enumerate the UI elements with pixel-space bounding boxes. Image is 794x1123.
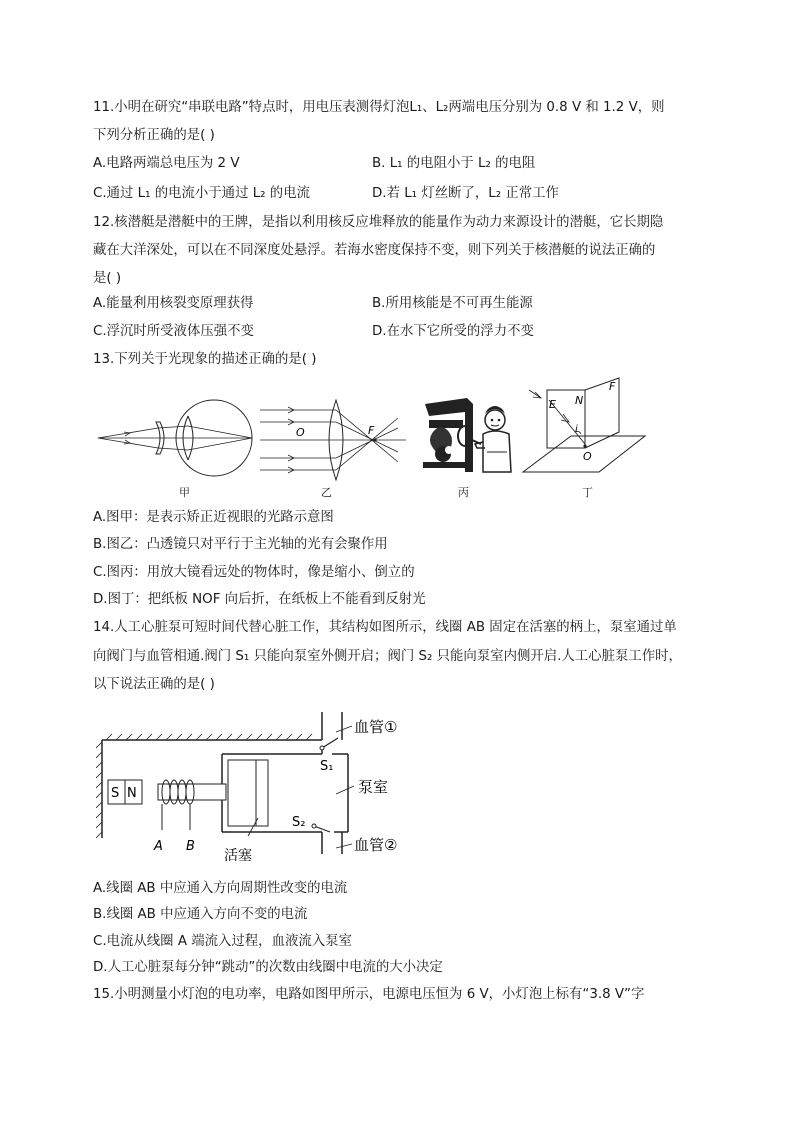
q14-option-d: D.人工心脏泵每分钟“跳动”的次数由线圈中电流的大小决定 (93, 960, 443, 975)
magnet-s-pole-label: S (111, 786, 120, 801)
normal-n-label: N (575, 394, 584, 407)
figure-jia-eye-diagram (96, 398, 256, 480)
q12-stem-line1: 12.核潜艇是潜艇中的王牌，是指以利用核反应堆释放的能量作为动力来源设计的潜艇，它长期隐 (93, 215, 664, 230)
figure-yi-caption: 乙 (321, 486, 332, 499)
figure-bing-caption: 丙 (458, 486, 469, 499)
incidence-point-o-label: O (583, 450, 592, 463)
focal-point-label: F (368, 424, 375, 437)
piston-label: 活塞 (224, 848, 252, 864)
q13-option-c: C.图丙：用放大镜看远处的物体时，像是缩小、倒立的 (93, 565, 415, 580)
figure-jia-caption: 甲 (179, 486, 190, 499)
q15-stem-line1: 15.小明测量小灯泡的电功率，电路如图甲所示，电源电压恒为 6 V，小灯泡上标有“3.8 V”字 (93, 987, 645, 1002)
q14-stem-line1: 14.人工心脏泵可短时间代替心脏工作，其结构如图所示，线圈 AB 固定在活塞的柄上，泵室通过单 (93, 620, 677, 635)
q13-option-b: B.图乙：凸透镜只对平行于主光轴的光有会聚作用 (93, 537, 388, 552)
q11-option-a: A.电路两端总电压为 2 V (93, 156, 240, 171)
board-f-label: F (609, 380, 616, 393)
q11-stem-line2: 下列分析正确的是( ) (93, 128, 215, 143)
vessel-1-label: 血管① (354, 718, 398, 736)
q11-option-d: D.若 L₁ 灯丝断了，L₂ 正常工作 (372, 186, 559, 201)
q14-option-b: B.线圈 AB 中应通入方向不变的电流 (93, 907, 308, 922)
q12-option-d: D.在水下它所受的浮力不变 (372, 324, 534, 339)
q13-stem: 13.下列关于光现象的描述正确的是( ) (93, 352, 317, 367)
q12-option-b: B.所用核能是不可再生能源 (372, 296, 533, 311)
q12-stem-line2: 藏在大洋深处，可以在不同深度处悬浮。若海水密度保持不变，则下列关于核潜艇的说法正确的 (93, 243, 656, 258)
q13-option-d: D.图丁：把纸板 NOF 向后折，在纸板上不能看到反射光 (93, 592, 426, 607)
q11-option-b: B. L₁ 的电阻小于 L₂ 的电阻 (372, 156, 536, 171)
angle-i-label: i (575, 424, 578, 435)
valve-s1-label: S₁ (320, 759, 334, 774)
figure-bing-magnifier-illustration (415, 392, 515, 480)
figure-heart-pump-diagram (96, 708, 416, 864)
q12-stem-line3: 是( ) (93, 271, 122, 286)
q14-stem-line3: 以下说法正确的是( ) (93, 677, 215, 692)
q13-option-a: A.图甲：是表示矫正近视眼的光路示意图 (93, 510, 334, 525)
lens-center-label: O (296, 426, 305, 439)
coil-end-a-label: A (154, 839, 163, 854)
coil-end-b-label: B (186, 839, 195, 854)
figure-ding-reflection-diagram (519, 376, 647, 484)
q11-option-c: C.通过 L₁ 的电流小于通过 L₂ 的电流 (93, 186, 310, 201)
valve-s2-label: S₂ (292, 815, 306, 830)
q12-option-a: A.能量利用核裂变原理获得 (93, 296, 254, 311)
magnet-n-pole-label: N (127, 786, 137, 801)
figure-yi-convex-lens-diagram (258, 398, 408, 482)
q14-option-a: A.线圈 AB 中应通入方向周期性改变的电流 (93, 881, 348, 896)
vessel-2-label: 血管② (354, 836, 398, 854)
q14-stem-line2: 向阀门与血管相通.阀门 S₁ 只能向泵室外侧开启；阀门 S₂ 只能向泵室内侧开启.人工心脏泵工作时， (93, 649, 682, 664)
figure-ding-caption: 丁 (582, 486, 593, 499)
ray-point-e-label: E (549, 398, 556, 411)
pump-room-label: 泵室 (358, 778, 389, 796)
q14-option-c: C.电流从线圈 A 端流入过程，血液流入泵室 (93, 934, 352, 949)
q12-option-c: C.浮沉时所受液体压强不变 (93, 324, 254, 339)
q11-stem-line1: 11.小明在研究“串联电路”特点时，用电压表测得灯泡L₁、L₂两端电压分别为 0.8 V 和 1.2 V，则 (93, 100, 665, 115)
